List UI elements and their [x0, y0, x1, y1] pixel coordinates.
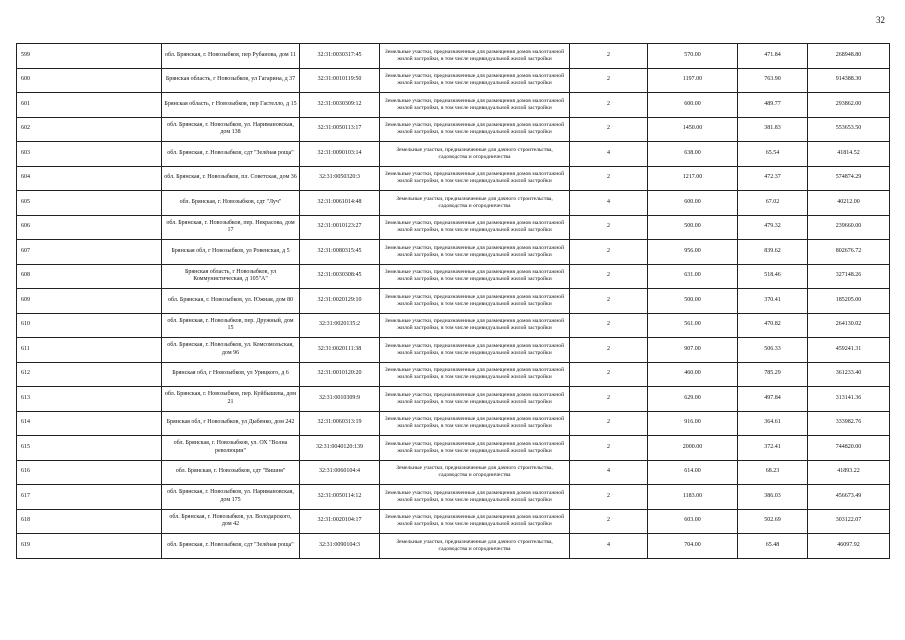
- address-cell: Брянская область, г Новозыбков, ул Коммунистическая, д 105"А": [162, 264, 300, 289]
- unit-price-cell: 65.54: [738, 142, 808, 167]
- address-cell: обл. Брянская, г. Новозыбков, пер. Дружный, дом 15: [162, 313, 300, 338]
- table-row: [17, 117, 890, 142]
- land-use-cell: Земельные участки, предназначенные для размещения домов малоэтажной жилой застройки, в том числе индивидуальной жилой застройки: [380, 289, 570, 314]
- address-cell: Брянская обл, г Новозыбков, ул Дыбенко, дом 242: [162, 411, 300, 436]
- land-use-cell: Земельные участки, предназначенные для размещения домов малоэтажной жилой застройки, в том числе индивидуальной жилой застройки: [380, 313, 570, 338]
- category-cell: 2: [570, 117, 648, 142]
- cadastral-cost-cell: 456673.49: [808, 485, 890, 510]
- cadastral-cost-cell: 574874.29: [808, 166, 890, 191]
- land-use-cell: Земельные участки, предназначенные для дачного строительства, садоводства и огородничества: [380, 460, 570, 485]
- category-cell: 2: [570, 215, 648, 240]
- unit-price-cell: 386.03: [738, 485, 808, 510]
- table-row: [17, 362, 890, 387]
- category-cell: 4: [570, 534, 648, 559]
- land-use-cell: Земельные участки, предназначенные для размещения домов малоэтажной жилой застройки, в том числе индивидуальной жилой застройки: [380, 93, 570, 118]
- category-cell: 2: [570, 44, 648, 69]
- area-cell: 600.00: [648, 93, 738, 118]
- land-use-cell: Земельные участки, предназначенные для размещения домов малоэтажной жилой застройки, в том числе индивидуальной жилой застройки: [380, 264, 570, 289]
- area-cell: 500.00: [648, 215, 738, 240]
- category-cell: 2: [570, 387, 648, 412]
- cadastral-number-cell: 32:31:0090104:3: [300, 534, 380, 559]
- area-cell: 600.00: [648, 191, 738, 216]
- row-number-cell: 617: [17, 485, 162, 510]
- unit-price-cell: 470.82: [738, 313, 808, 338]
- category-cell: 2: [570, 436, 648, 461]
- category-cell: 2: [570, 338, 648, 363]
- cadastral-cost-cell: 185205.00: [808, 289, 890, 314]
- unit-price-cell: 502.69: [738, 509, 808, 534]
- cadastral-number-cell: 32:31:0050114:12: [300, 485, 380, 510]
- row-number-cell: 601: [17, 93, 162, 118]
- address-cell: обл. Брянская, г. Новозыбков, пер. Некрасова, дом 17: [162, 215, 300, 240]
- land-use-cell: Земельные участки, предназначенные для размещения домов малоэтажной жилой застройки, в том числе индивидуальной жилой застройки: [380, 117, 570, 142]
- category-cell: 2: [570, 289, 648, 314]
- area-cell: 704.00: [648, 534, 738, 559]
- land-use-cell: Земельные участки, предназначенные для дачного строительства, садоводства и огородничества: [380, 191, 570, 216]
- area-cell: 460.00: [648, 362, 738, 387]
- row-number-cell: 619: [17, 534, 162, 559]
- table-row: [17, 68, 890, 93]
- land-use-cell: Земельные участки, предназначенные для размещения домов малоэтажной жилой застройки, в том числе индивидуальной жилой застройки: [380, 411, 570, 436]
- table-row: [17, 534, 890, 559]
- unit-price-cell: 839.62: [738, 240, 808, 265]
- table-row: [17, 191, 890, 216]
- row-number-cell: 608: [17, 264, 162, 289]
- address-cell: обл. Брянская, г. Новозыбков, ул. Володарского, дом 42: [162, 509, 300, 534]
- cadastral-cost-cell: 268948.80: [808, 44, 890, 69]
- category-cell: 2: [570, 264, 648, 289]
- unit-price-cell: 479.32: [738, 215, 808, 240]
- land-use-cell: Земельные участки, предназначенные для размещения домов малоэтажной жилой застройки, в том числе индивидуальной жилой застройки: [380, 338, 570, 363]
- area-cell: 631.00: [648, 264, 738, 289]
- table-row: [17, 166, 890, 191]
- category-cell: 4: [570, 460, 648, 485]
- cadastral-number-cell: 32:31:0030317:45: [300, 44, 380, 69]
- cadastral-cost-cell: 313141.36: [808, 387, 890, 412]
- unit-price-cell: 763.90: [738, 68, 808, 93]
- land-registry-table: [16, 43, 890, 559]
- address-cell: Брянская область, г Новозыбков, пер Гастелло, д 15: [162, 93, 300, 118]
- row-number-cell: 612: [17, 362, 162, 387]
- category-cell: 2: [570, 240, 648, 265]
- area-cell: 500.00: [648, 289, 738, 314]
- row-number-cell: 611: [17, 338, 162, 363]
- address-cell: Брянская обл, г Новозыбков, ул Урицкого, д 6: [162, 362, 300, 387]
- unit-price-cell: 372.41: [738, 436, 808, 461]
- land-use-cell: Земельные участки, предназначенные для размещения домов малоэтажной жилой застройки, в том числе индивидуальной жилой застройки: [380, 362, 570, 387]
- table-row: [17, 264, 890, 289]
- unit-price-cell: 364.61: [738, 411, 808, 436]
- row-number-cell: 602: [17, 117, 162, 142]
- row-number-cell: 599: [17, 44, 162, 69]
- cadastral-cost-cell: 459241.31: [808, 338, 890, 363]
- category-cell: 4: [570, 191, 648, 216]
- category-cell: 2: [570, 166, 648, 191]
- address-cell: обл. Брянская, г. Новозыбков, пер Рубанова, дом 11: [162, 44, 300, 69]
- land-use-cell: Земельные участки, предназначенные для дачного строительства, садоводства и огородничества: [380, 534, 570, 559]
- unit-price-cell: 785.29: [738, 362, 808, 387]
- area-cell: 907.00: [648, 338, 738, 363]
- unit-price-cell: 497.84: [738, 387, 808, 412]
- land-use-cell: Земельные участки, предназначенные для размещения домов малоэтажной жилой застройки, в том числе индивидуальной жилой застройки: [380, 166, 570, 191]
- unit-price-cell: 381.83: [738, 117, 808, 142]
- cadastral-cost-cell: 293862.00: [808, 93, 890, 118]
- area-cell: 638.00: [648, 142, 738, 167]
- category-cell: 2: [570, 509, 648, 534]
- cadastral-cost-cell: 239660.00: [808, 215, 890, 240]
- cadastral-number-cell: 32:31:0010119:50: [300, 68, 380, 93]
- cadastral-cost-cell: 327148.26: [808, 264, 890, 289]
- area-cell: 614.00: [648, 460, 738, 485]
- table-row: [17, 460, 890, 485]
- land-use-cell: Земельные участки, предназначенные для размещения домов малоэтажной жилой застройки, в том числе индивидуальной жилой застройки: [380, 436, 570, 461]
- table-row: [17, 44, 890, 69]
- area-cell: 603.00: [648, 509, 738, 534]
- cadastral-cost-cell: 303122.07: [808, 509, 890, 534]
- land-use-cell: Земельные участки, предназначенные для размещения домов малоэтажной жилой застройки, в том числе индивидуальной жилой застройки: [380, 68, 570, 93]
- table-body: [17, 44, 890, 559]
- cadastral-number-cell: 32:31:0010309:9: [300, 387, 380, 412]
- table-row: [17, 240, 890, 265]
- land-use-cell: Земельные участки, предназначенные для размещения домов малоэтажной жилой застройки, в том числе индивидуальной жилой застройки: [380, 509, 570, 534]
- address-cell: обл. Брянская, г. Новозыбков, сдт "Зелёная роща": [162, 534, 300, 559]
- unit-price-cell: 506.33: [738, 338, 808, 363]
- area-cell: 1197.00: [648, 68, 738, 93]
- cadastral-cost-cell: 553653.50: [808, 117, 890, 142]
- table-row: [17, 338, 890, 363]
- unit-price-cell: 370.41: [738, 289, 808, 314]
- cadastral-cost-cell: 333982.76: [808, 411, 890, 436]
- cadastral-number-cell: 32:31:0040120:139: [300, 436, 380, 461]
- row-number-cell: 613: [17, 387, 162, 412]
- category-cell: 2: [570, 485, 648, 510]
- cadastral-number-cell: 32:31:0010123:27: [300, 215, 380, 240]
- row-number-cell: 600: [17, 68, 162, 93]
- cadastral-cost-cell: 361233.40: [808, 362, 890, 387]
- row-number-cell: 603: [17, 142, 162, 167]
- unit-price-cell: 472.37: [738, 166, 808, 191]
- land-use-cell: Земельные участки, предназначенные для размещения домов малоэтажной жилой застройки, в том числе индивидуальной жилой застройки: [380, 387, 570, 412]
- cadastral-number-cell: 32:31:0020135:2: [300, 313, 380, 338]
- row-number-cell: 614: [17, 411, 162, 436]
- address-cell: Брянская область, г Новозыбков, ул Гагарина, д 37: [162, 68, 300, 93]
- unit-price-cell: 471.84: [738, 44, 808, 69]
- address-cell: обл. Брянская, г. Новозыбков, сдт "Вишня": [162, 460, 300, 485]
- cadastral-number-cell: 32:31:0020111:38: [300, 338, 380, 363]
- cadastral-cost-cell: 914388.30: [808, 68, 890, 93]
- area-cell: 629.00: [648, 387, 738, 412]
- row-number-cell: 609: [17, 289, 162, 314]
- row-number-cell: 604: [17, 166, 162, 191]
- address-cell: обл. Брянская, г. Новозыбков, ул. ОХ "Волна революции": [162, 436, 300, 461]
- row-number-cell: 606: [17, 215, 162, 240]
- cadastral-number-cell: 32:31:0050113:17: [300, 117, 380, 142]
- table-row: [17, 436, 890, 461]
- cadastral-number-cell: 32:31:0080315:45: [300, 240, 380, 265]
- table-row: [17, 485, 890, 510]
- table-row: [17, 313, 890, 338]
- land-use-cell: Земельные участки, предназначенные для размещения домов малоэтажной жилой застройки, в том числе индивидуальной жилой застройки: [380, 485, 570, 510]
- cadastral-cost-cell: 40212.00: [808, 191, 890, 216]
- cadastral-number-cell: 32:31:0010120:20: [300, 362, 380, 387]
- cadastral-number-cell: 32:31:0030308:45: [300, 264, 380, 289]
- cadastral-cost-cell: 802676.72: [808, 240, 890, 265]
- row-number-cell: 610: [17, 313, 162, 338]
- address-cell: Брянская обл, г Новозыбков, ул Ровенская, д 5: [162, 240, 300, 265]
- table-row: [17, 142, 890, 167]
- table-row: [17, 411, 890, 436]
- cadastral-cost-cell: 46097.92: [808, 534, 890, 559]
- row-number-cell: 607: [17, 240, 162, 265]
- area-cell: 2000.00: [648, 436, 738, 461]
- category-cell: 2: [570, 93, 648, 118]
- table-row: [17, 387, 890, 412]
- cadastral-number-cell: 32:31:0060104:4: [300, 460, 380, 485]
- category-cell: 4: [570, 142, 648, 167]
- cadastral-number-cell: 32:31:0020129:10: [300, 289, 380, 314]
- address-cell: обл. Брянская, г. Новозыбков, пер. Куйбышева, дом 21: [162, 387, 300, 412]
- address-cell: обл. Брянская, г. Новозыбков, сдт "Зелёная роща": [162, 142, 300, 167]
- address-cell: обл. Брянская, г. Новозыбков, ул. Наримановская, дом 175: [162, 485, 300, 510]
- table-row: [17, 215, 890, 240]
- area-cell: 1183.00: [648, 485, 738, 510]
- cadastral-number-cell: 32:31:0061014:48: [300, 191, 380, 216]
- area-cell: 956.00: [648, 240, 738, 265]
- land-use-cell: Земельные участки, предназначенные для дачного строительства, садоводства и огородничества: [380, 142, 570, 167]
- cadastral-number-cell: 32:31:0090103:14: [300, 142, 380, 167]
- land-use-cell: Земельные участки, предназначенные для размещения домов малоэтажной жилой застройки, в том числе индивидуальной жилой застройки: [380, 44, 570, 69]
- land-use-cell: Земельные участки, предназначенные для размещения домов малоэтажной жилой застройки, в том числе индивидуальной жилой застройки: [380, 215, 570, 240]
- row-number-cell: 616: [17, 460, 162, 485]
- cadastral-cost-cell: 744820.00: [808, 436, 890, 461]
- row-number-cell: 605: [17, 191, 162, 216]
- row-number-cell: 615: [17, 436, 162, 461]
- cadastral-cost-cell: 41893.22: [808, 460, 890, 485]
- unit-price-cell: 65.48: [738, 534, 808, 559]
- address-cell: обл. Брянская, г. Новозыбков, пл. Советская, дом 36: [162, 166, 300, 191]
- page-number: 32: [876, 15, 885, 25]
- address-cell: обл. Брянская, г. Новозыбков, ул. Южная, дом 80: [162, 289, 300, 314]
- cadastral-number-cell: 32:31:0030309:12: [300, 93, 380, 118]
- category-cell: 2: [570, 362, 648, 387]
- unit-price-cell: 489.77: [738, 93, 808, 118]
- table-row: [17, 509, 890, 534]
- area-cell: 570.00: [648, 44, 738, 69]
- cadastral-number-cell: 32:31:0020104:17: [300, 509, 380, 534]
- cadastral-cost-cell: 41814.52: [808, 142, 890, 167]
- cadastral-number-cell: 32:31:0050320:3: [300, 166, 380, 191]
- unit-price-cell: 518.46: [738, 264, 808, 289]
- area-cell: 1450.00: [648, 117, 738, 142]
- unit-price-cell: 67.02: [738, 191, 808, 216]
- category-cell: 2: [570, 68, 648, 93]
- unit-price-cell: 68.23: [738, 460, 808, 485]
- land-use-cell: Земельные участки, предназначенные для размещения домов малоэтажной жилой застройки, в том числе индивидуальной жилой застройки: [380, 240, 570, 265]
- address-cell: обл. Брянская, г. Новозыбков, ул. Наримановская, дом 138: [162, 117, 300, 142]
- address-cell: обл. Брянская, г. Новозыбков, ул. Комсомольская, дом 96: [162, 338, 300, 363]
- category-cell: 2: [570, 411, 648, 436]
- table-row: [17, 93, 890, 118]
- area-cell: 916.00: [648, 411, 738, 436]
- address-cell: обл. Брянская, г. Новозыбков, сдт "Луч": [162, 191, 300, 216]
- category-cell: 2: [570, 313, 648, 338]
- row-number-cell: 618: [17, 509, 162, 534]
- area-cell: 1217.00: [648, 166, 738, 191]
- table-row: [17, 289, 890, 314]
- area-cell: 561.00: [648, 313, 738, 338]
- cadastral-number-cell: 32:31:0060313:19: [300, 411, 380, 436]
- cadastral-cost-cell: 264130.02: [808, 313, 890, 338]
